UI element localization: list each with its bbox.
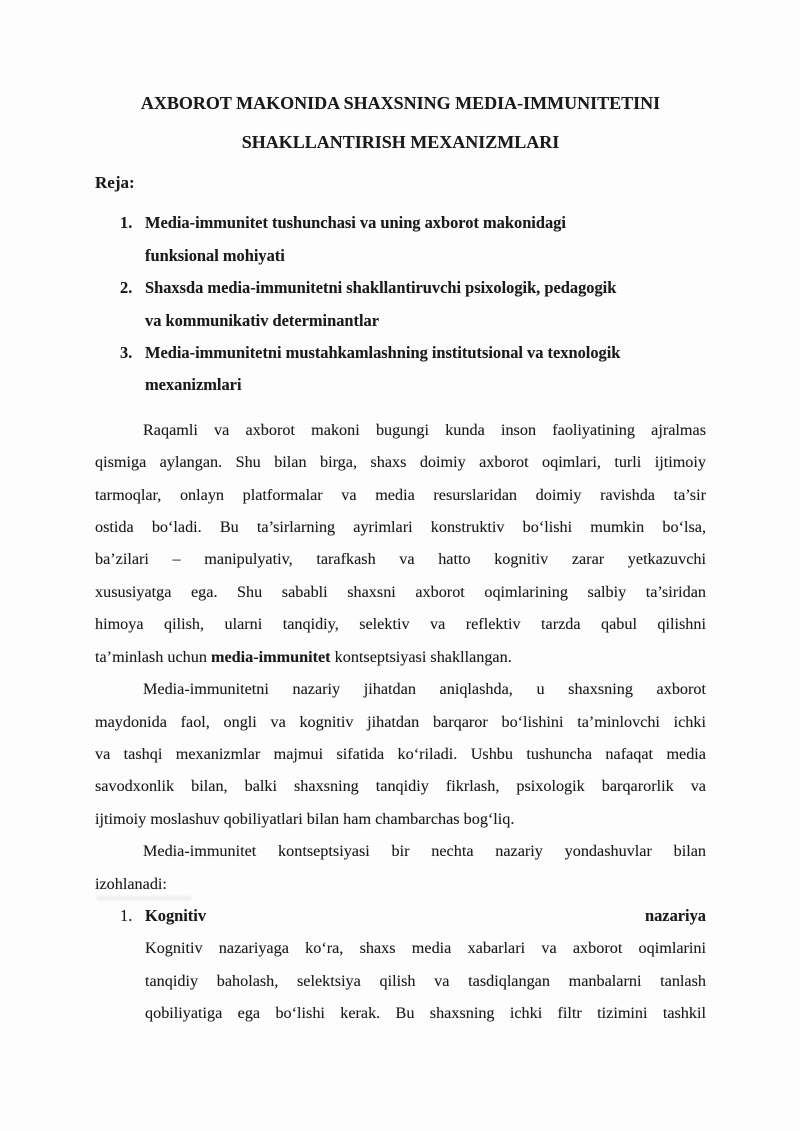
text-segment: ta’minlash uchun bbox=[95, 647, 211, 666]
paragraph-line: himoya qilish, ularni tanqidiy, selektiv va reflektiv tarzda qabul qilishni bbox=[95, 615, 706, 634]
outline-item-number: 2. bbox=[120, 278, 133, 298]
paragraph-line: savodxonlik bilan, balki shaxsning tanqidiy fikrlash, psixologik barqarorlik va bbox=[95, 777, 706, 796]
paragraph-line: Media-immunitetni nazariy jihatdan aniqlashda, u shaxsning axborot bbox=[143, 680, 706, 699]
document-title bbox=[95, 84, 706, 162]
paragraph-line bbox=[95, 641, 706, 673]
title-line-2: SHAKLLANTIRISH MEXANIZMLARI bbox=[241, 132, 560, 152]
subheading-kognitiv-nazariya bbox=[95, 900, 706, 932]
paragraph-line: qismiga aylangan. Shu bilan birga, shaxs doimiy axborot oqimlari, turli ijtimoiy bbox=[95, 453, 706, 472]
outline-item-text bbox=[145, 272, 706, 337]
paragraph-line: izohlanadi: bbox=[95, 874, 167, 893]
outline-item-line: Shaxsda media-immunitetni shakllantiruvchi psixologik, pedagogik bbox=[145, 278, 617, 298]
paragraph-line: tarmoqlar, onlayn platformalar va media resurslaridan doimiy ravishda ta’sir bbox=[95, 485, 706, 504]
paragraph-line: ijtimoiy moslashuv qobiliyatlari bilan ham chambarchas bog‘liq. bbox=[95, 809, 515, 828]
outline-item-2 bbox=[95, 272, 706, 337]
outline-item-number: 3. bbox=[120, 343, 133, 363]
outline-list bbox=[95, 207, 706, 401]
plan-heading: Reja: bbox=[95, 173, 135, 192]
text-segment: kontseptsiyasi shakllangan. bbox=[330, 647, 512, 666]
paragraph-line: xususiyatga ega. Shu sababli shaxsni axborot oqimlarining salbiy ta’siridan bbox=[95, 582, 706, 601]
outline-item-line: Media-immunitetni mustahkamlashning institutsional va texnologik bbox=[145, 343, 621, 363]
title-line-1: AXBOROT MAKONIDA SHAXSNING MEDIA-IMMUNITETINI bbox=[140, 93, 661, 113]
outline-item-line: va kommunikativ determinantlar bbox=[145, 310, 380, 330]
paragraph-line: ba’zilari – manipulyativ, tarafkash va hatto kognitiv zarar yetkazuvchi bbox=[95, 550, 706, 569]
paragraph-line: Kognitiv nazariyaga ko‘ra, shaxs media xabarlari va axborot oqimlarini bbox=[145, 939, 706, 958]
outline-item-line: Media-immunitet tushunchasi va uning axborot makonidagi bbox=[145, 213, 566, 233]
subheading-number: 1. bbox=[120, 905, 133, 925]
scan-smudge-artifact bbox=[96, 896, 192, 900]
outline-item-text bbox=[145, 337, 706, 402]
body-text bbox=[95, 414, 706, 1030]
outline-item-3 bbox=[95, 337, 706, 402]
paragraph-line: tanqidiy baholash, selektsiya qilish va tasdiqlangan manbalarni tanlash bbox=[145, 971, 706, 990]
paragraph-line: va tashqi mexanizmlar majmui sifatida ko‘riladi. Ushbu tushuncha nafaqat media bbox=[95, 744, 706, 763]
outline-item-text bbox=[145, 207, 706, 272]
outline-item-number: 1. bbox=[120, 213, 133, 233]
emphasized-term: media-immunitet bbox=[210, 647, 331, 666]
subsection-body bbox=[145, 932, 706, 1029]
paragraph-line: ostida bo‘ladi. Bu ta’sirlarning ayrimlari konstruktiv bo‘lishi mumkin bo‘lsa, bbox=[95, 518, 706, 537]
outline-item-1 bbox=[95, 207, 706, 272]
paragraph-line: Media-immunitet kontseptsiyasi bir nechta nazariy yondashuvlar bilan bbox=[143, 842, 706, 861]
paragraph-line: qobiliyatiga ega bo‘lishi kerak. Bu shaxsning ichki filtr tizimini tashkil bbox=[145, 1004, 706, 1023]
subheading-word-right: nazariya bbox=[644, 905, 706, 925]
paragraph-line: maydonida faol, ongli va kognitiv jihatdan barqaror bo‘lishini ta’minlovchi ichki bbox=[95, 712, 706, 731]
subheading-word-left: Kognitiv bbox=[145, 905, 207, 925]
outline-item-line: mexanizmlari bbox=[145, 375, 242, 395]
outline-item-line: funksional mohiyati bbox=[145, 245, 285, 265]
paragraph-line: Raqamli va axborot makoni bugungi kunda inson faoliyatining ajralmas bbox=[143, 420, 706, 439]
